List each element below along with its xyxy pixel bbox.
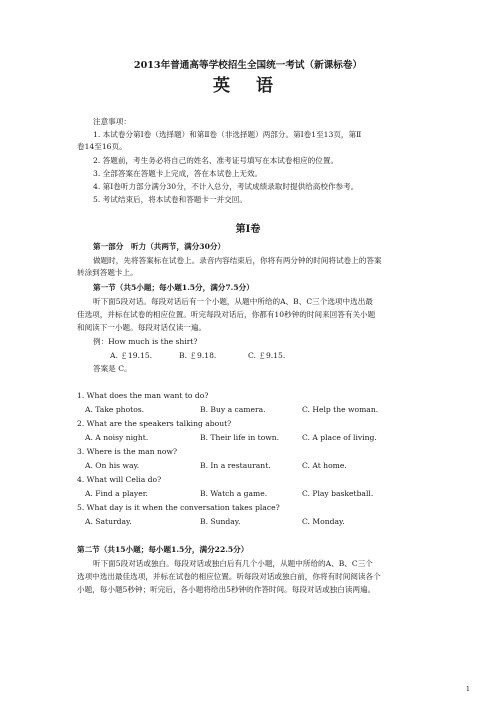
- notes-item: 3. 全部答案在答题卡上完成，答在本试卷上无效。: [93, 169, 263, 178]
- notes-item: 卷14至16页。: [77, 142, 127, 151]
- subject-title: 英 语: [213, 76, 283, 96]
- question-option: B. Sunday.: [200, 517, 241, 526]
- question-option: A. Saturday.: [85, 517, 132, 526]
- question-stem: 3. Where is the man now?: [77, 447, 178, 456]
- question-option: B. Buy a camera.: [200, 405, 266, 414]
- question-stem: 5. What day is it when the conversation takes place?: [77, 503, 280, 512]
- question-option: A. Take photos.: [85, 405, 145, 414]
- subsection-intro: 小题，每小题5秒钟；听完后，各小题将给出5秒钟的作答时间。每段对话或独白读两遍。: [77, 585, 376, 594]
- section-heading: 第一部分 听力（共两节，满分30分）: [93, 242, 226, 251]
- subsection-heading: 第二节（共15小题；每小题1.5分，满分22.5分）: [77, 545, 249, 554]
- question-option: A. A noisy night.: [85, 433, 149, 442]
- section-intro: 转涂到答题卡上。: [77, 268, 138, 277]
- notes-item: 5. 考试结束后，将本试卷和答题卡一并交回。: [93, 195, 247, 204]
- question-option: B. In a restaurant.: [200, 461, 271, 470]
- subsection-intro: 听下面5段对话。每段对话后有一个小题，从题中所给的A、B、C三个选项中选出最: [93, 297, 373, 306]
- question-option: A. On his way.: [85, 461, 140, 470]
- section-intro: 做题时，先将答案标在试卷上。录音内容结束后，你将有两分钟的时间将试卷上的答案: [93, 256, 382, 265]
- subsection-intro: 听下面5段对话或独白。每段对话或独白后有几个小题，从题中所给的A、B、C三个: [93, 559, 373, 568]
- question-option: C. Help the woman.: [302, 405, 379, 414]
- notes-item: 4. 第Ⅰ卷听力部分满分30分，不计入总分，考试成绩录取时提供给高校作参考。: [93, 182, 359, 191]
- example-answer: 答案是 C。: [93, 364, 132, 373]
- subsection-intro: 佳选项，并标在试卷的相应位置。听完每段对话后，你都有10秒钟的时间来回答有关小题: [77, 310, 376, 319]
- question-option: C. Monday.: [302, 517, 345, 526]
- example-question: 例：How much is the shirt?: [93, 337, 198, 346]
- notes-item: 2. 答题前，考生务必将自己的姓名、准考证号填写在本试卷相应的位置。: [93, 156, 339, 165]
- example-option: C. ￡9.15.: [248, 351, 286, 360]
- question-option: B. Their life in town.: [200, 433, 280, 442]
- notes-item: 1. 本试卷分第Ⅰ卷（选择题）和第Ⅱ卷（非选择题）两部分。第Ⅰ卷1至13页，第Ⅱ: [93, 130, 362, 139]
- question-stem: 1. What does the man want to do?: [77, 391, 209, 400]
- subsection-heading: 第一节（共5小题；每小题1.5分，满分7.5分）: [93, 283, 254, 292]
- example-option: A. ￡19.15.: [110, 351, 153, 360]
- question-stem: 2. What are the speakers talking about?: [77, 419, 232, 428]
- question-option: C. At home.: [302, 461, 347, 470]
- question-option: C. A place of living.: [302, 433, 377, 442]
- question-option: C. Play basketball.: [302, 489, 374, 498]
- example-option: B. ￡9.18.: [179, 351, 217, 360]
- part-title: 第Ⅰ卷: [235, 224, 261, 235]
- question-option: B. Watch a game.: [200, 489, 268, 498]
- question-option: A. Find a player.: [85, 489, 148, 498]
- question-stem: 4. What will Celia do?: [77, 475, 162, 484]
- subsection-intro: 选项中选出最佳选项，并标在试卷的相应位置。听每段对话或独白前，你将有时间阅读各个: [77, 572, 381, 581]
- exam-title: 2013年普通高等学校招生全国统一考试（新课标卷）: [133, 60, 363, 71]
- page-number: 1: [465, 685, 470, 693]
- notes-heading: 注意事项：: [93, 117, 131, 126]
- subsection-intro: 和阅读下一小题。每段对话仅读一遍。: [77, 323, 207, 332]
